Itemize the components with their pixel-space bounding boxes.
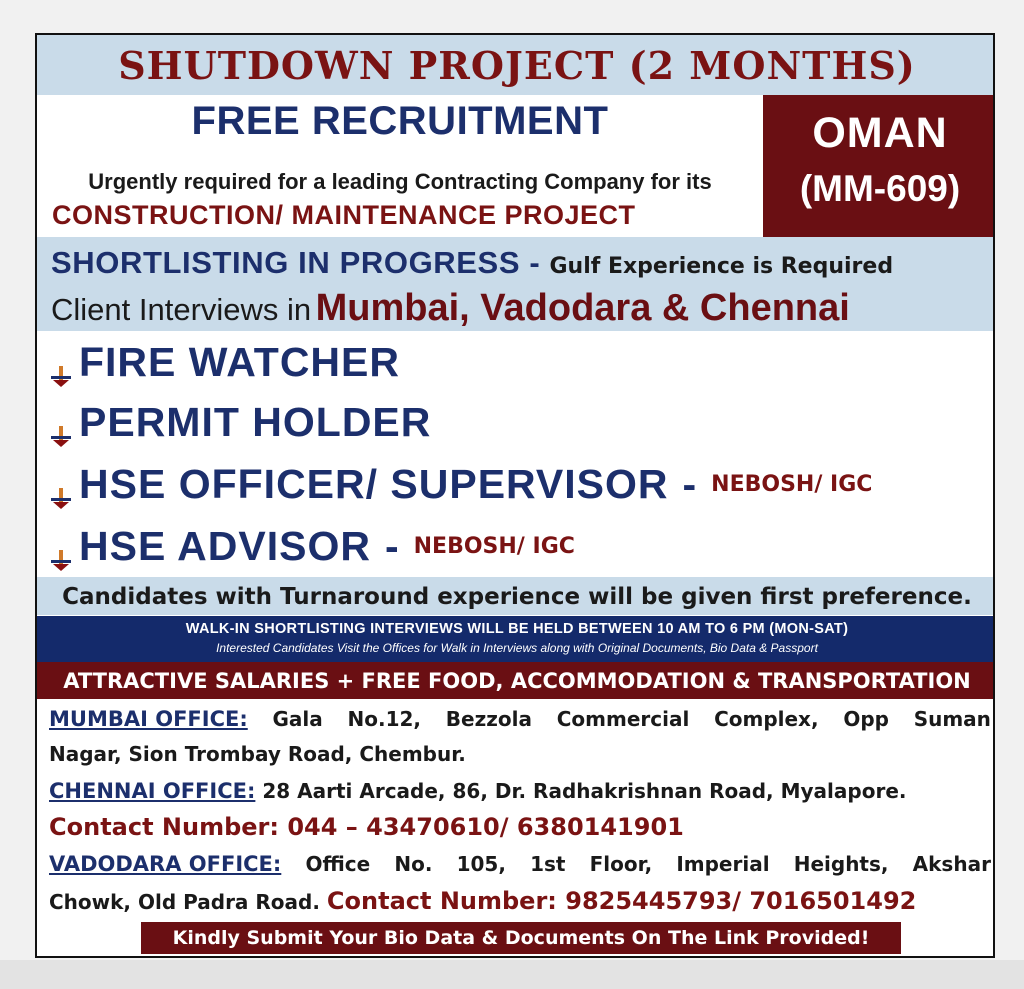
job-separator: - — [384, 523, 400, 569]
address-word: Heights, — [793, 852, 889, 876]
reference-code: (MM-609) — [799, 168, 961, 209]
job-requirement: NEBOSH/ IGC — [413, 534, 575, 559]
address-word: Commercial — [556, 707, 690, 731]
benefits-band: ATTRACTIVE SALARIES + FREE FOOD, ACCOMMODATION & TRANSPORTATION — [37, 662, 995, 699]
walk-in-timing: WALK-IN SHORTLISTING INTERVIEWS WILL BE HELD BETWEEN 10 AM TO 6 PM (MON-SAT) — [185, 621, 849, 637]
address-word: Bezzola — [445, 707, 532, 731]
vadodara-office-label: VADODARA OFFICE: — [49, 852, 282, 876]
address-word: Floor, — [589, 852, 653, 876]
interview-prefix: Client Interviews in — [51, 292, 312, 327]
job-poster — [35, 33, 995, 958]
client-interviews-line — [51, 287, 850, 330]
address-word: Imperial — [676, 852, 770, 876]
shortlisting-line — [51, 245, 893, 281]
job-title: PERMIT HOLDER — [79, 399, 432, 445]
vadodara-contact: Contact Number: 9825445793/ 7016501492 — [326, 887, 917, 915]
chennai-contact: Contact Number: 044 – 43470610/ 6380141901 — [49, 813, 684, 841]
country-box — [763, 95, 995, 237]
down-arrow-icon — [49, 535, 73, 559]
bottom-strip — [0, 960, 1024, 989]
vadodara-office-line2 — [49, 887, 991, 915]
shortlisting-status: SHORTLISTING IN PROGRESS — [51, 245, 521, 280]
chennai-office-label: CHENNAI OFFICE: — [49, 779, 256, 803]
job-item — [49, 399, 431, 446]
address-word: Gala — [272, 707, 323, 731]
title-band — [37, 35, 995, 95]
address-word: No.12, — [347, 707, 422, 731]
free-recruitment-heading: FREE RECRUITMENT — [191, 99, 609, 143]
mumbai-office-line1 — [49, 707, 991, 731]
mumbai-office-label: MUMBAI OFFICE: — [49, 707, 248, 731]
submit-instruction: Kindly Submit Your Bio Data & Documents On The Link Provided! — [141, 922, 901, 954]
shortlisting-band — [37, 237, 995, 331]
walk-in-instructions: Interested Candidates Visit the Offices for Walk in Interviews along with Original Documents, Bio Data & Passport — [216, 641, 818, 655]
job-list — [37, 335, 995, 577]
job-item — [49, 461, 872, 508]
chennai-office-line — [49, 779, 991, 803]
country-label: OMAN — [812, 109, 948, 157]
recruitment-header — [37, 95, 763, 237]
address-word: 105, — [456, 852, 506, 876]
vadodara-address-line2: Chowk, Old Padra Road. — [49, 890, 320, 914]
down-arrow-icon — [49, 351, 73, 375]
address-word: 1st — [530, 852, 566, 876]
gulf-experience-note: Gulf Experience is Required — [549, 254, 894, 279]
preference-note: Candidates with Turnaround experience will be given first preference. — [37, 577, 995, 615]
project-type: CONSTRUCTION/ MAINTENANCE PROJECT — [52, 200, 636, 230]
job-title: HSE OFFICER/ SUPERVISOR — [79, 461, 669, 507]
job-title: FIRE WATCHER — [79, 339, 401, 385]
address-word: Akshar — [912, 852, 991, 876]
chennai-address: 28 Aarti Arcade, 86, Dr. Radhakrishnan Road, Myalapore. — [262, 779, 907, 803]
shortlisting-separator: - — [520, 245, 550, 280]
chennai-contact-line — [49, 813, 991, 841]
urgent-text: Urgently required for a leading Contracting Company for its — [88, 169, 712, 194]
vadodara-office-line1 — [49, 852, 991, 876]
mumbai-office-line2: Nagar, Sion Trombay Road, Chembur. — [49, 742, 466, 766]
address-word: Office — [305, 852, 371, 876]
address-word: Suman — [913, 707, 991, 731]
address-word: Complex, — [714, 707, 819, 731]
job-requirement: NEBOSH/ IGC — [711, 472, 873, 497]
address-word: Opp — [843, 707, 889, 731]
walk-in-band — [37, 616, 995, 662]
job-title: HSE ADVISOR — [79, 523, 371, 569]
address-word: No. — [394, 852, 433, 876]
interview-cities: Mumbai, Vadodara & Chennai — [315, 287, 850, 329]
job-separator: - — [682, 461, 698, 507]
job-item — [49, 523, 575, 570]
down-arrow-icon — [49, 411, 73, 435]
down-arrow-icon — [49, 473, 73, 497]
job-item — [49, 339, 400, 386]
poster-title: SHUTDOWN PROJECT (2 MONTHS) — [118, 42, 916, 88]
